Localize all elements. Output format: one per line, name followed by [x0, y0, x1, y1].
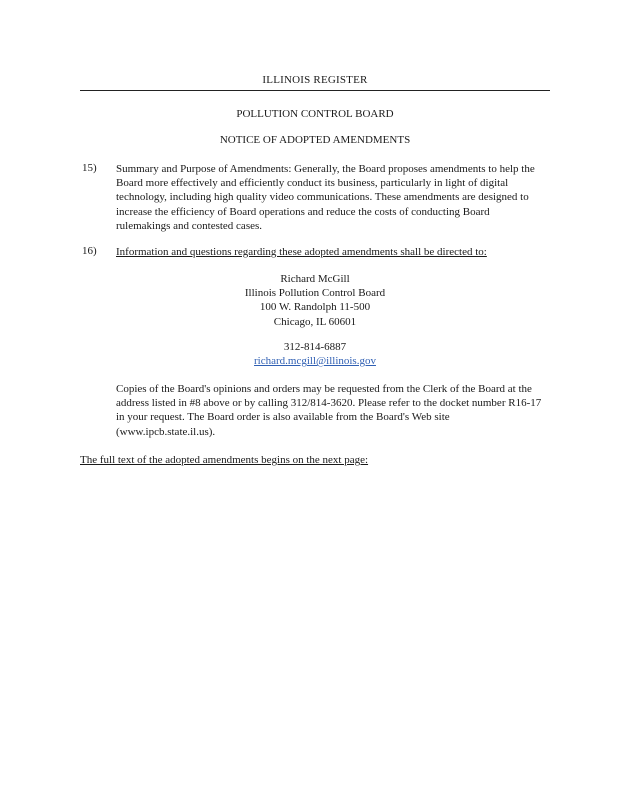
- copies-paragraph: Copies of the Board's opinions and orders may be requested from the Clerk of the Board at the address listed in #8 above or by calling 312/814-3620. Please refer to the docket number R16-17 in your request. The Board order is also available from the Board's Web site (www.ipcb.state.il.us).: [116, 383, 542, 438]
- header-rule: [80, 90, 550, 91]
- contact-phone: 312-814-6887: [283, 341, 347, 353]
- register-title: ILLINOIS REGISTER: [262, 74, 368, 86]
- agency-title: POLLUTION CONTROL BOARD: [236, 108, 394, 120]
- contact-details: [80, 340, 550, 368]
- contact-organization: Illinois Pollution Control Board: [244, 287, 386, 300]
- notice-title: NOTICE OF ADOPTED AMENDMENTS: [219, 134, 411, 146]
- item-15-number: 15): [82, 162, 97, 174]
- contact-email-link[interactable]: richard.mcgill@illinois.gov: [254, 355, 376, 368]
- contact-block: [80, 272, 550, 329]
- next-page-line: The full text of the adopted amendments begins on the next page:: [80, 454, 369, 466]
- item-16-number: 16): [82, 245, 97, 257]
- item-16-text: Information and questions regarding these adopted amendments shall be directed to:: [116, 246, 487, 258]
- contact-street: 100 W. Randolph 11-500: [259, 301, 371, 314]
- contact-name: Richard McGill: [280, 273, 350, 285]
- contact-city: Chicago, IL 60601: [273, 315, 357, 328]
- item-15-text: Summary and Purpose of Amendments: Generally, the Board proposes amendments to help the Board more effectively and efficiently conduct its business, particularly in light of digital technology, including high quality video communications. These amendments are designed to increase the efficiency of Board operations and reduce the costs of conducting Board rulemakings and contested cases.: [116, 163, 535, 232]
